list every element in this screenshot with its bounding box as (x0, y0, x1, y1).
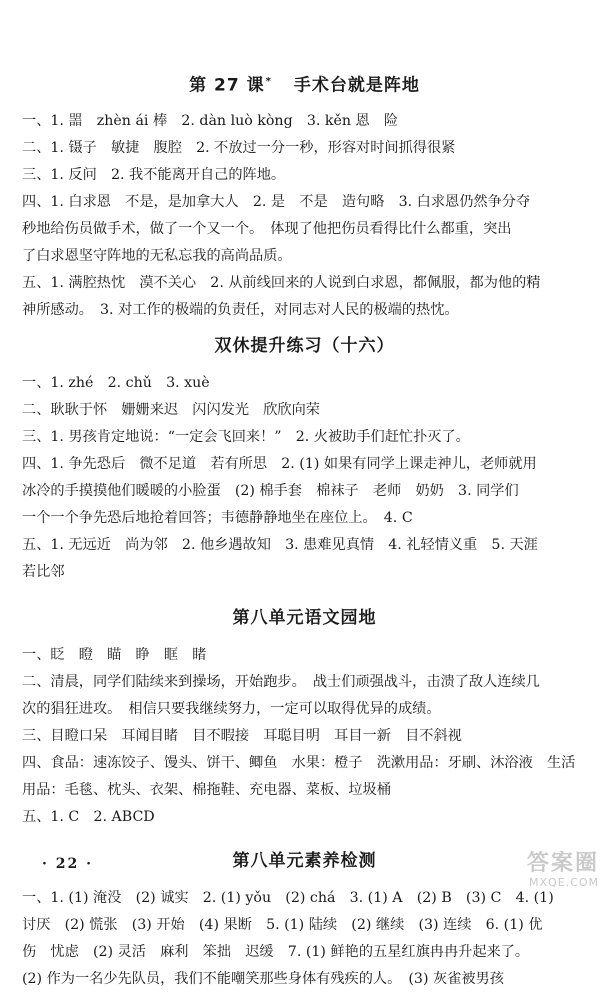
answer-line: 二、耿耿于怀 姗姗来迟 闪闪发光 欣欣向荣 (22, 401, 320, 418)
answer-line: 五、1. 满腔热忱 漠不关心 2. 从前线回来的人说到白求恩，都佩服，都为他的精 (22, 274, 541, 291)
section-weekend-practice-16 (22, 334, 587, 586)
answer-line: 了白求恩坚守阵地的无私忘我的高尚品质。 (22, 247, 292, 264)
answer-line: 三、目瞪口呆 耳闻目睹 目不暇接 耳聪目明 耳目一新 目不斜视 (22, 727, 462, 744)
answer-line: 一、1. (1) 淹没 (2) 诚实 2. (1) yǒu (2) chá 3. (1) A (2) B (3) C 4. (1) (22, 889, 554, 906)
answer-line: 次的猖狂进攻。 相信只要我继续努力，一定可以取得优异的成绩。 (22, 700, 441, 717)
answer-line: 用品：毛毯、枕头、衣架、棉拖鞋、充电器、菜板、垃圾桶 (22, 781, 391, 798)
page-number: · 22 · (42, 856, 93, 872)
answer-line: 冰冷的手摸摸他们暖暖的小脸蛋 (2) 棉手套 棉袜子 老师 奶奶 3. 同学们 (22, 482, 519, 499)
answer-line: 秒地给伤员做手术，做了一个又一个。 体现了他把伤员看得比什么都重，突出 (22, 220, 512, 237)
section-title: 第八单元语文园地 (232, 607, 377, 628)
answer-line: 讨厌 (2) 慌张 (3) 开始 (4) 果断 5. (1) 陆续 (2) 继续 (3) 连续 6. (1) 优 (22, 916, 543, 933)
answer-line: 一、眨 瞪 瞄 睁 眶 睹 (22, 646, 207, 663)
watermark-text: 答案圈 (526, 851, 599, 876)
optional-mark: * (265, 76, 272, 87)
answer-line: 一、1. zhé 2. chǔ 3. xuè (22, 374, 210, 391)
lesson-title: 手术台就是阵地 (293, 75, 420, 96)
answer-line: 二、清晨，同学们陆续来到操场，开始跑步。 战士们顽强战斗，击溃了敌人连续几 (22, 673, 540, 690)
answer-line: 四、1. 争先恐后 微不足道 若有所思 2. (1) 如果有同学上课走神儿，老师就用 (22, 455, 537, 472)
answer-line: 一个一个争先恐后地抢着回答；韦德静静地坐在座位上。 4. C (22, 509, 413, 526)
section-lesson-27 (22, 70, 587, 324)
answer-line: 三、1. 男孩肯定地说：“一定会飞回来！” 2. 火被助手们赶忙扑灭了。 (22, 428, 470, 445)
answer-line: 五、1. C 2. ABCD (22, 808, 155, 825)
section-title (22, 70, 587, 98)
answer-line: 二、1. 镊子 敏捷 腹腔 2. 不放过一分一秒，形容对时间抓得很紧 (22, 139, 456, 156)
answer-line: 神所感动。 3. 对工作的极端的负责任，对同志对人民的极端的热忱。 (22, 301, 459, 318)
answer-line: 若比邻 (22, 563, 65, 580)
answer-line: 四、食品：速冻饺子、馒头、饼干、鲫鱼 水果：橙子 洗漱用品：牙刷、沐浴液 生活 (22, 754, 576, 771)
section-unit-8-garden (22, 606, 587, 831)
watermark-url: MXQE.COM (529, 876, 599, 889)
answer-line: 四、1. 白求恩 不是，是加拿大人 2. 是 不是 造句略 3. 白求恩仍然争分夺 (22, 193, 531, 210)
watermark-logo (501, 852, 599, 894)
answer-line: 一、1. 噐 zhèn ái 棒 2. dàn luò kòng 3. kěn 恩 险 (22, 112, 399, 129)
section-title: 第八单元素养检测 (232, 850, 377, 871)
answer-line: 伤 忧虑 (2) 灵活 麻利 笨拙 迟缓 7. (1) 鲜艳的五星红旗冉冉升起来了。 (22, 943, 530, 960)
answer-line: (2) 作为一名少先队员，我们不能嘲笑那些身体有残疾的人。 (3) 灰雀被男孩 (22, 970, 504, 987)
lesson-number: 第 27 课 (189, 75, 265, 96)
section-title: 双休提升练习（十六） (214, 335, 395, 356)
answer-line: 五、1. 无远近 尚为邻 2. 他乡遇故知 3. 患难见真情 4. 礼轻情义重 5. 天涯 (22, 536, 538, 553)
answer-line: 三、1. 反问 2. 我不能离开自己的阵地。 (22, 166, 286, 183)
